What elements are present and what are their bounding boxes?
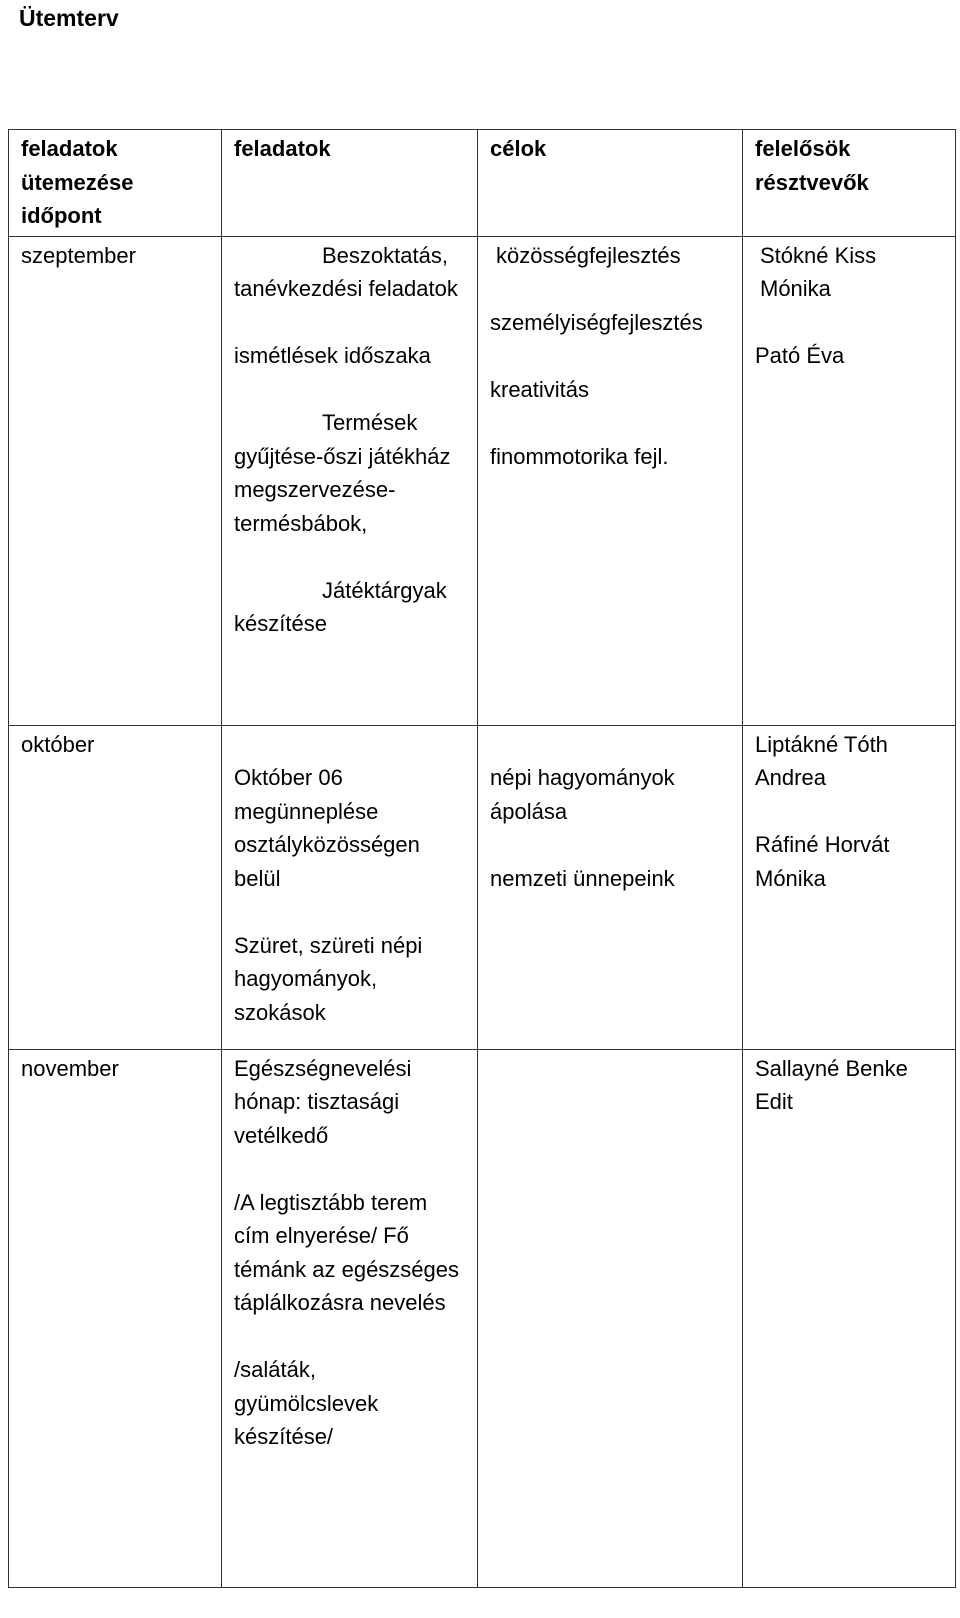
table-row-november xyxy=(9,1049,956,1587)
document-title: Ütemterv xyxy=(19,5,119,31)
schedule-table xyxy=(8,129,956,1588)
responsible-person: Pató Éva xyxy=(755,343,845,368)
goal-item: személyiségfejlesztés xyxy=(490,309,703,335)
task-item: Beszoktatás, tanévkezdési feladatok xyxy=(234,242,458,301)
goal-item: kreativitás xyxy=(490,376,590,402)
header-tasks: feladatok xyxy=(222,130,478,237)
task-item: /saláták, gyümölcslevek készítése/ xyxy=(234,1357,379,1449)
header-responsible: felelősök résztvevők xyxy=(743,130,956,237)
header-goals: célok xyxy=(478,130,743,237)
goal-item: nemzeti ünnepeink xyxy=(490,865,675,891)
task-item: Játéktárgyak készítése xyxy=(234,577,447,636)
month-cell: szeptember xyxy=(9,236,222,725)
month-cell: október xyxy=(9,725,222,1049)
responsible-person: Liptákné Tóth Andrea xyxy=(755,731,888,790)
tasks-cell xyxy=(222,725,478,1049)
responsible-cell xyxy=(743,1049,956,1587)
responsible-person: Sallayné Benke Edit xyxy=(755,1055,908,1114)
goals-cell xyxy=(478,236,743,725)
goals-cell xyxy=(478,725,743,1049)
task-item: ismétlések időszaka xyxy=(234,343,431,368)
responsible-person: Ráfiné Horvát Mónika xyxy=(755,832,890,891)
task-item: /A legtisztább terem cím elnyerése/ Fő témánk az egészséges táplálkozásra nevelés xyxy=(234,1189,460,1315)
tasks-cell xyxy=(222,1049,478,1587)
goal-item: közösségfejlesztés xyxy=(496,242,681,268)
table-header-row xyxy=(9,130,956,237)
month-cell: november xyxy=(9,1049,222,1587)
task-item: Október 06 megünneplése osztályközösségen belül xyxy=(234,765,420,891)
task-item: Szüret, szüreti népi hagyományok, szokások xyxy=(234,932,423,1025)
goals-cell xyxy=(478,1049,743,1587)
responsible-person: Stókné Kiss Mónika xyxy=(760,242,877,301)
responsible-cell xyxy=(743,236,956,725)
responsible-cell xyxy=(743,725,956,1049)
table-row-october xyxy=(9,725,956,1049)
goal-item: népi hagyományok ápolása xyxy=(490,765,675,824)
task-item: Termések gyűjtése-őszi játékház megszervezése-termésbábok, xyxy=(234,410,451,536)
tasks-cell xyxy=(222,236,478,725)
task-item: Egészségnevelési hónap: tisztasági vetélkedő xyxy=(234,1055,412,1148)
table-row-september xyxy=(9,236,956,725)
goal-item: finommotorika fejl. xyxy=(490,443,669,469)
header-timing: feladatok ütemezése időpont xyxy=(9,130,222,237)
